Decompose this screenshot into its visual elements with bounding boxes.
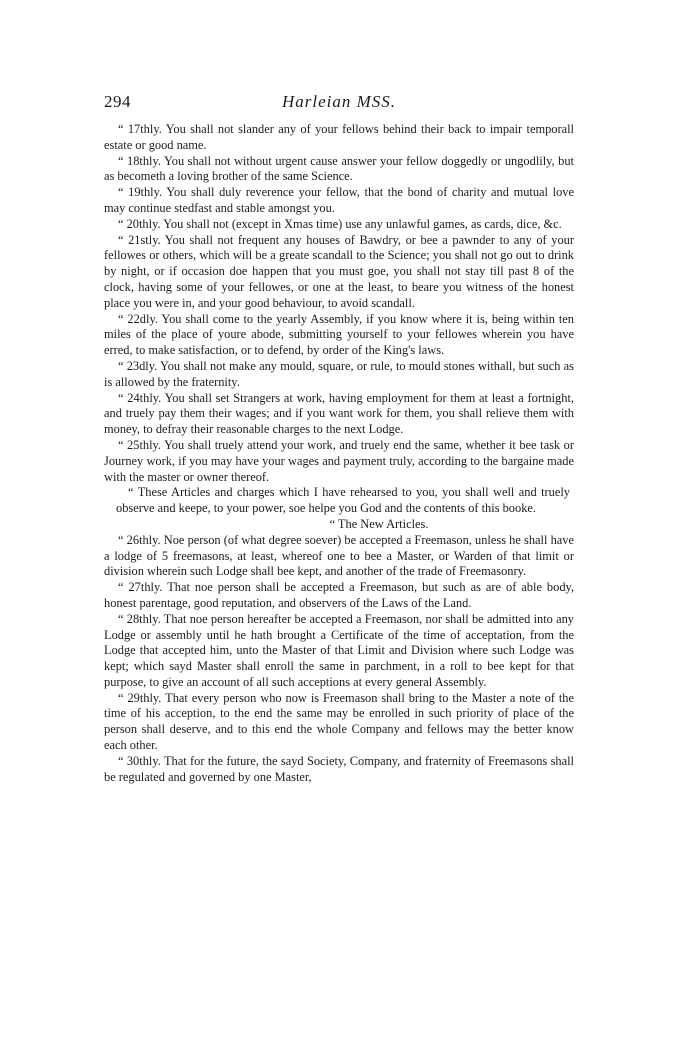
article-24: “ 24thly. You shall set Strangers at work, having employment for them at least a fortnight, and truely pay them their wages; and if you want work for them, you shall relieve them with money, to defray their reasonable charges to the next Lodge. bbox=[104, 390, 574, 437]
article-21: “ 21stly. You shall not frequent any houses of Bawdry, or bee a pawnder to any of your fellowes or others, which will be a greate scandall to the Science; you shall not go out to drink by night, or if occasion doe happen that you must goe, you shall not stay till past 8 of the clock, having some of your fellowes, or one at the least, to beare you witness of the honest place you were in, and your good behaviour, to avoid scandall. bbox=[104, 232, 574, 310]
page-number: 294 bbox=[104, 92, 131, 111]
article-28: “ 28thly. That noe person hereafter be accepted a Freemason, nor shall be admitted into any Lodge or assembly until he hath brought a Certificate of the time of acceptation, from the Lodge that accepted him, unto the Master of that Limit and Division where such Lodge was kept; which sayd Master shall enroll the same in parchment, in a roll to bee kept for that purpose, to give an account of all such acceptions at every general Assembly. bbox=[104, 611, 574, 689]
article-18: “ 18thly. You shall not without urgent cause answer your fellow doggedly or ungodlily, but as becometh a loving brother of the same Science. bbox=[104, 153, 574, 184]
article-20: “ 20thly. You shall not (except in Xmas time) use any unlawful games, as cards, dice, &c. bbox=[118, 216, 562, 231]
article-26: “ 26thly. Noe person (of what degree soever) be accepted a Freemason, unless he shall have a lodge of 5 freemasons, at least, whereof one to bee a Master, or Warden of that limit or division wherein such Lodge shall bee kept, and another of the trade of Freemasonry. bbox=[104, 532, 574, 579]
new-articles-heading: “ The New Articles. bbox=[329, 516, 429, 531]
article-30: “ 30thly. That for the future, the sayd Society, Company, and fraternity of Freemasons shall be regulated and governed by one Master, bbox=[104, 753, 574, 784]
article-17: “ 17thly. You shall not slander any of your fellows behind their back to impair temporall estate or good name. bbox=[104, 122, 574, 152]
body-text bbox=[104, 122, 574, 785]
running-title: Harleian MSS. bbox=[281, 92, 397, 111]
article-29: “ 29thly. That every person who now is Freemason shall bring to the Master a note of the time of his acception, to the end the same may be enrolled in such priority of place of the person shall deserve, and to this end the whole Company and fellows may the better know each other. bbox=[104, 690, 574, 753]
article-25: “ 25thly. You shall truely attend your work, and truely end the same, whether it bee task or Journey work, if you may have your wages and payment truly, according to the bargaine made with the master or owner thereof. bbox=[104, 437, 574, 484]
running-head bbox=[104, 92, 574, 118]
closing-charge: “ These Articles and charges which I have rehearsed to you, you shall well and truely observe and keepe, to your power, soe helpe you God and the contents of this booke. bbox=[116, 485, 570, 516]
book-page bbox=[104, 92, 574, 785]
article-22: “ 22dly. You shall come to the yearly Assembly, if you know where it is, being within ten miles of the place of youre abode, submitting yourself to your fellowes wherein you have erred, to make satisfaction, or to defend, by order of the King's laws. bbox=[104, 311, 574, 358]
article-23: “ 23dly. You shall not make any mould, square, or rule, to mould stones withall, but such as is allowed by the fraternity. bbox=[104, 358, 574, 389]
article-19: “ 19thly. You shall duly reverence your fellow, that the bond of charity and mutual love may continue stedfast and stable amongst you. bbox=[104, 185, 574, 215]
article-27: “ 27thly. That noe person shall be accepted a Freemason, but such as are of able body, honest parentage, good reputation, and observers of the Laws of the Land. bbox=[104, 580, 574, 610]
